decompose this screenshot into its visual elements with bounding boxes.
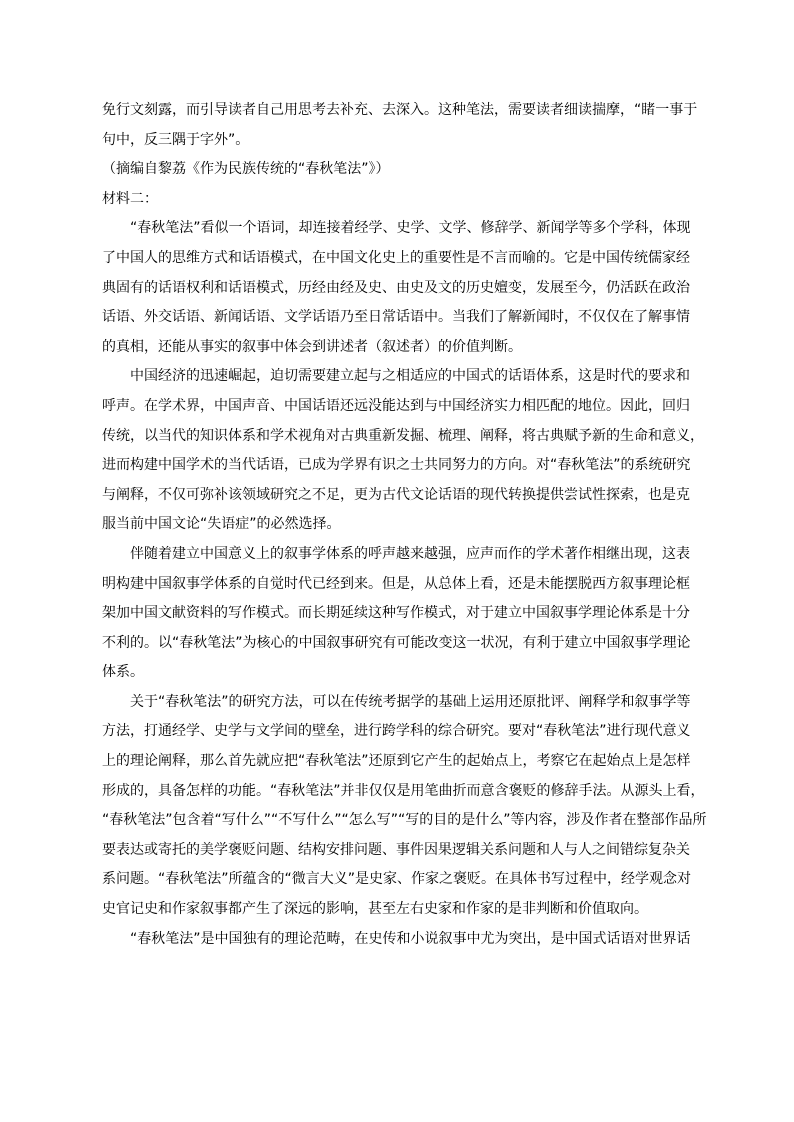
text-line: 典固有的话语权利和话语模式，历经由经及史、由史及文的历史嬗变，发展至今，仍活跃在政治 [102, 279, 690, 296]
text-line: 服当前中国文论“失语症”的必然选择。 [102, 516, 341, 533]
text-line: 要表达或寄托的美学褒贬问题、结构安排问题、事件因果逻辑关系问题和人与人之间错综复杂关 [102, 841, 690, 858]
text-line: 呼声。在学术界，中国声音、中国话语还远没能达到与中国经济实力相匹配的地位。因此，回归 [102, 397, 690, 414]
text-line: 了中国人的思维方式和话语模式，在中国文化史上的重要性是不言而喻的。它是中国传统儒家经 [102, 249, 690, 266]
continuation-paragraph [102, 96, 696, 155]
text-line: “春秋笔法”是中国独有的理论范畴，在史传和小说叙事中尤为突出，是中国式话语对世界话 [130, 930, 691, 947]
text-line: “春秋笔法”包含着“写什么”“不写什么”“怎么写”“写的目的是什么”等内容，涉及作者在整部作品所 [102, 812, 707, 829]
text-line: 句中，反三隅于字外”。 [102, 131, 250, 148]
text-line: 不利的。以“春秋笔法”为核心的中国叙事研究有可能改变这一状况，有利于建立中国叙事学理论 [102, 634, 691, 651]
text-line: 与阐释，不仅可弥补该领域研究之不足，更为古代文论话语的现代转换提供尝试性探索，也是克 [102, 486, 690, 503]
paragraph-4 [102, 688, 707, 925]
text-line: 系问题。“春秋笔法”所蕴含的“微言大义”是史家、作家之褒贬。在具体书写过程中，经学观念对 [102, 871, 692, 888]
paragraph-1 [102, 214, 696, 362]
citation [102, 155, 696, 185]
text-line: 话语、外交话语、新闻话语、文学话语乃至日常话语中。当我们了解新闻时，不仅仅在了解事情 [102, 309, 690, 326]
section-label [102, 185, 696, 215]
material-label: 材料二： [102, 190, 158, 207]
text-line: “春秋笔法”看似一个语词，却连接着经学、史学、文学、修辞学、新闻学等多个学科，体现 [130, 220, 691, 237]
paragraph-5 [102, 925, 696, 955]
text-line: 免行文刻露，而引导读者自己用思考去补充、去深入。这种笔法，需要读者细读揣摩，“睹一事于 [102, 102, 698, 118]
text-line: 中国经济的迅速崛起，迫切需要建立起与之相适应的中国式的话语体系，这是时代的要求和 [130, 368, 690, 385]
text-line: 形成的，具备怎样的功能。“春秋笔法”并非仅仅是用笔曲折而意含褒贬的修辞手法。从源头上看， [102, 782, 705, 799]
document-body [102, 96, 707, 954]
text-line: 明构建中国叙事学体系的自觉时代已经到来。但是，从总体上看，还是未能摆脱西方叙事理论框 [102, 575, 690, 592]
text-line: 传统，以当代的知识体系和学术视角对古典重新发掘、梳理、阐释，将古典赋予新的生命和意义， [102, 427, 704, 444]
paragraph-2 [102, 362, 704, 540]
paragraph-3 [102, 540, 696, 688]
text-line: 架加中国文献资料的写作模式。而长期延续这种写作模式，对于建立中国叙事学理论体系是十分 [102, 605, 690, 622]
text-line: 伴随着建立中国意义上的叙事学体系的呼声越来越强，应声而作的学术著作相继出现，这表 [130, 545, 690, 562]
text-line: 的真相，还能从事实的叙事中体会到讲述者（叙述者）的价值判断。 [102, 338, 522, 355]
text-line: 上的理论阐释，那么首先就应把“春秋笔法”还原到它产生的起始点上，考察它在起始点上是怎样 [102, 753, 691, 770]
citation-text: （摘编自黎荔《作为民族传统的“春秋笔法”》） [102, 161, 390, 178]
text-line: 方法，打通经学、史学与文学间的壁垒，进行跨学科的综合研究。要对“春秋笔法”进行现代意义 [102, 723, 691, 740]
text-line: 进而构建中国学术的当代话语，已成为学界有识之士共同努力的方向。对“春秋笔法”的系统研究 [102, 457, 691, 474]
text-line: 史官记史和作家叙事都产生了深远的影响，甚至左右史家和作家的是非判断和价值取向。 [102, 901, 648, 918]
text-line: 关于“春秋笔法”的研究方法，可以在传统考据学的基础上运用还原批评、阐释学和叙事学等 [130, 693, 691, 710]
text-line: 体系。 [102, 664, 144, 681]
